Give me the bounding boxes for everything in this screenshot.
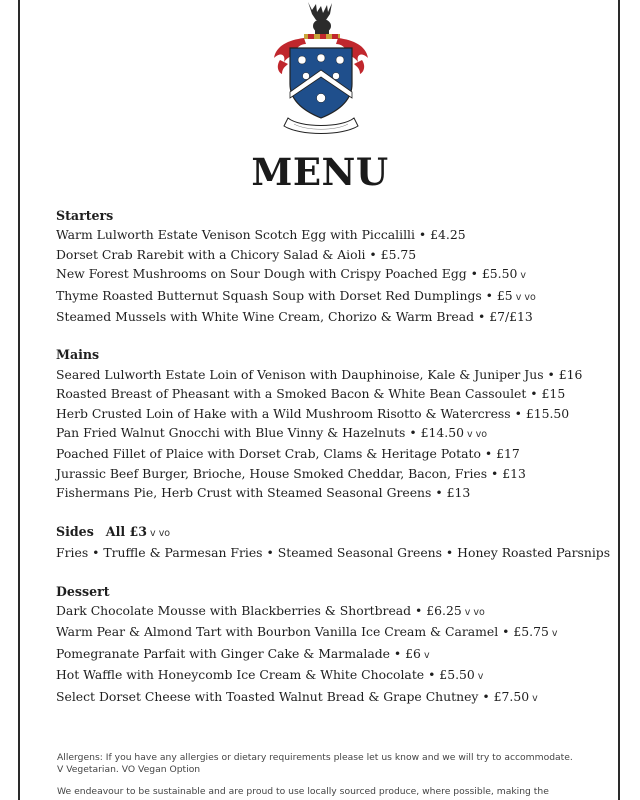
- footer-notes: [57, 752, 602, 798]
- menu-item: Warm Pear & Almond Tart with Bourbon Vanilla Ice Cream & Caramel • £5.75 v: [56, 624, 558, 640]
- section-heading: Starters: [56, 208, 114, 223]
- menu-item: Fishermans Pie, Herb Crust with Steamed Seasonal Greens • £13: [56, 485, 471, 501]
- dessert-section: [56, 582, 616, 708]
- menu-item: Warm Lulworth Estate Venison Scotch Egg with Piccalilli • £4.25: [56, 227, 466, 243]
- section-heading: Dessert: [56, 583, 110, 599]
- diet-tag: v vo: [150, 527, 171, 539]
- sides-section: [56, 522, 616, 563]
- diet-tag: v: [551, 628, 558, 640]
- menu-item: Roasted Breast of Pheasant with a Smoked Bacon & White Bean Cassoulet • £15: [56, 386, 566, 402]
- allergens-note: Allergens: If you have any allergies or dietary requirements please let us know and we will try to accommodate.: [57, 752, 573, 763]
- diet-tag: v vo: [466, 429, 488, 441]
- menu-item: Pomegranate Parfait with Ginger Cake & Marmalade • £6 v: [56, 645, 430, 661]
- sustainability-note: We endeavour to be sustainable and are proud to use locally sourced produce, where possible, making the: [57, 786, 549, 797]
- menu-item: Pan Fried Walnut Gnocchi with Blue Vinny & Hazelnuts • £14.50 v vo: [56, 425, 488, 441]
- coat-of-arms-logo: [270, 0, 372, 138]
- section-heading: Sides All £3 v vo: [56, 523, 171, 539]
- menu-item: Dark Chocolate Mousse with Blackberries & Shortbread • £6.25 v vo: [56, 602, 485, 618]
- menu-item: New Forest Mushrooms on Sour Dough with Crispy Poached Egg • £5.50 v: [56, 266, 526, 282]
- menu-item: Poached Fillet of Plaice with Dorset Crab, Clams & Heritage Potato • £17: [56, 446, 520, 462]
- diet-tag: v vo: [515, 291, 536, 303]
- menu-item: Dorset Crab Rarebit with a Chicory Salad & Aioli • £5.75: [56, 246, 417, 262]
- menu-item: Steamed Mussels with White Wine Cream, Chorizo & Warm Bread • £7/£13: [56, 309, 533, 325]
- sides-list: Fries • Truffle & Parmesan Fries • Steamed Seasonal Greens • Honey Roasted Parsnips: [56, 545, 611, 561]
- section-heading: Mains: [56, 347, 100, 363]
- mains-section: [56, 345, 616, 502]
- menu-item: Jurassic Beef Burger, Brioche, House Smoked Cheddar, Bacon, Fries • £13: [56, 465, 526, 481]
- page-title: MENU: [251, 150, 389, 194]
- menu-item: Select Dorset Cheese with Toasted Walnut Bread & Grape Chutney • £7.50 v: [56, 688, 538, 704]
- menu-item: Herb Crusted Loin of Hake with a Wild Mushroom Risotto & Watercress • £15.50: [56, 405, 570, 421]
- diet-legend: V Vegetarian. VO Vegan Option: [57, 764, 201, 775]
- menu-item: Thyme Roasted Butternut Squash Soup with Dorset Red Dumplings • £5 v vo: [56, 287, 536, 303]
- diet-tag: v: [477, 671, 484, 683]
- menu-item: Seared Lulworth Estate Loin of Venison with Dauphinoise, Kale & Juniper Jus • £16: [56, 366, 583, 382]
- sides-price: All £3: [105, 523, 148, 539]
- diet-tag: v: [532, 692, 538, 704]
- menu-item: Hot Waffle with Honeycomb Ice Cream & White Chocolate • £5.50 v: [56, 667, 484, 683]
- diet-tag: v: [423, 649, 430, 661]
- diet-tag: v vo: [464, 606, 485, 618]
- menu-content: [56, 206, 616, 727]
- diet-tag: v: [520, 270, 526, 282]
- starters-section: [56, 206, 616, 326]
